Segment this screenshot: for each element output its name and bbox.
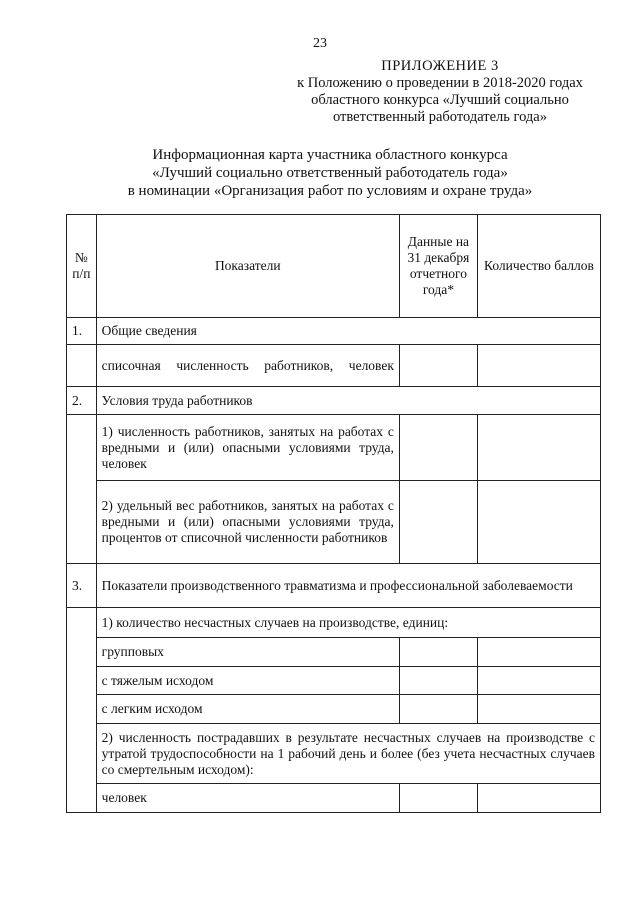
header-indicators: Показатели: [96, 215, 399, 318]
table-header-row: [67, 215, 601, 318]
table-row: [67, 784, 601, 813]
title-line-1: Информационная карта участника областного конкурса: [152, 147, 508, 163]
indicator-cell: [96, 345, 399, 387]
data-input-cell[interactable]: [399, 415, 477, 481]
data-input-cell[interactable]: [399, 667, 477, 695]
data-input-cell[interactable]: [399, 638, 477, 667]
section-row-1: [67, 318, 601, 345]
table-row: [67, 345, 601, 387]
page-number: 23: [313, 36, 327, 51]
data-input-cell[interactable]: [399, 784, 477, 813]
empty-num-cell: [67, 345, 97, 387]
header-points: Количество баллов: [477, 215, 600, 318]
empty-num-cell: [67, 608, 97, 813]
header-num: № п/п: [67, 215, 97, 318]
points-input-cell[interactable]: [477, 667, 600, 695]
data-input-cell[interactable]: [399, 345, 477, 387]
indicator-cell: групповых: [96, 638, 399, 667]
appendix-block: [290, 58, 590, 126]
appendix-line-2: областного конкурса «Лучший социально: [311, 92, 569, 108]
title-line-3: в номинации «Организация работ по условиям и охране труда»: [127, 183, 533, 199]
appendix-heading: ПРИЛОЖЕНИЕ 3: [381, 58, 499, 74]
header-data: Данные на 31 декабря отчетного года*: [399, 215, 477, 318]
empty-num-cell: [67, 415, 97, 564]
appendix-line-3: ответственный работодатель года»: [333, 109, 547, 125]
section-title: Показатели производственного травматизма и профессиональной заболеваемости: [96, 564, 600, 608]
points-input-cell[interactable]: [477, 415, 600, 481]
info-card-table: [66, 214, 601, 813]
indicator-cell: 2) удельный вес работников, занятых на работах с вредными и (или) опасными условиями труда, процентов от списочной численности работников: [96, 481, 399, 564]
table-row: [67, 481, 601, 564]
section-title: Условия труда работников: [96, 387, 600, 415]
points-input-cell[interactable]: [477, 784, 600, 813]
document-title: [60, 146, 600, 200]
section-num: 1.: [67, 318, 97, 345]
indicator-cell: 1) численность работников, занятых на работах с вредными и (или) опасными условиями труда, человек: [96, 415, 399, 481]
section-num: 2.: [67, 387, 97, 415]
title-line-2: «Лучший социально ответственный работодатель года»: [152, 165, 508, 181]
table-row: [67, 695, 601, 724]
table-row: [67, 415, 601, 481]
section-row-3: [67, 564, 601, 608]
subheading-cell: 2) численность пострадавших в результате несчастных случаев на производстве с утратой трудоспособности на 1 рабочий день и более (без учета несчастных случаев со смертельным исходом):: [96, 724, 600, 784]
table-row: [67, 724, 601, 784]
table-row: [67, 638, 601, 667]
indicator-cell: человек: [96, 784, 399, 813]
indicator-cell: с легким исходом: [96, 695, 399, 724]
data-input-cell[interactable]: [399, 481, 477, 564]
data-input-cell[interactable]: [399, 695, 477, 724]
table-row: [67, 667, 601, 695]
points-input-cell[interactable]: [477, 638, 600, 667]
points-input-cell[interactable]: [477, 695, 600, 724]
points-input-cell[interactable]: [477, 481, 600, 564]
section-num: 3.: [67, 564, 97, 608]
points-input-cell[interactable]: [477, 345, 600, 387]
indicator-text: списочная численность работников, человек: [101, 357, 394, 373]
indicator-cell: с тяжелым исходом: [96, 667, 399, 695]
section-title: Общие сведения: [96, 318, 600, 345]
section-row-2: [67, 387, 601, 415]
table-row: [67, 608, 601, 638]
appendix-line-1: к Положению о проведении в 2018-2020 годах: [297, 75, 583, 91]
subheading-cell: 1) количество несчастных случаев на производстве, единиц:: [96, 608, 600, 638]
